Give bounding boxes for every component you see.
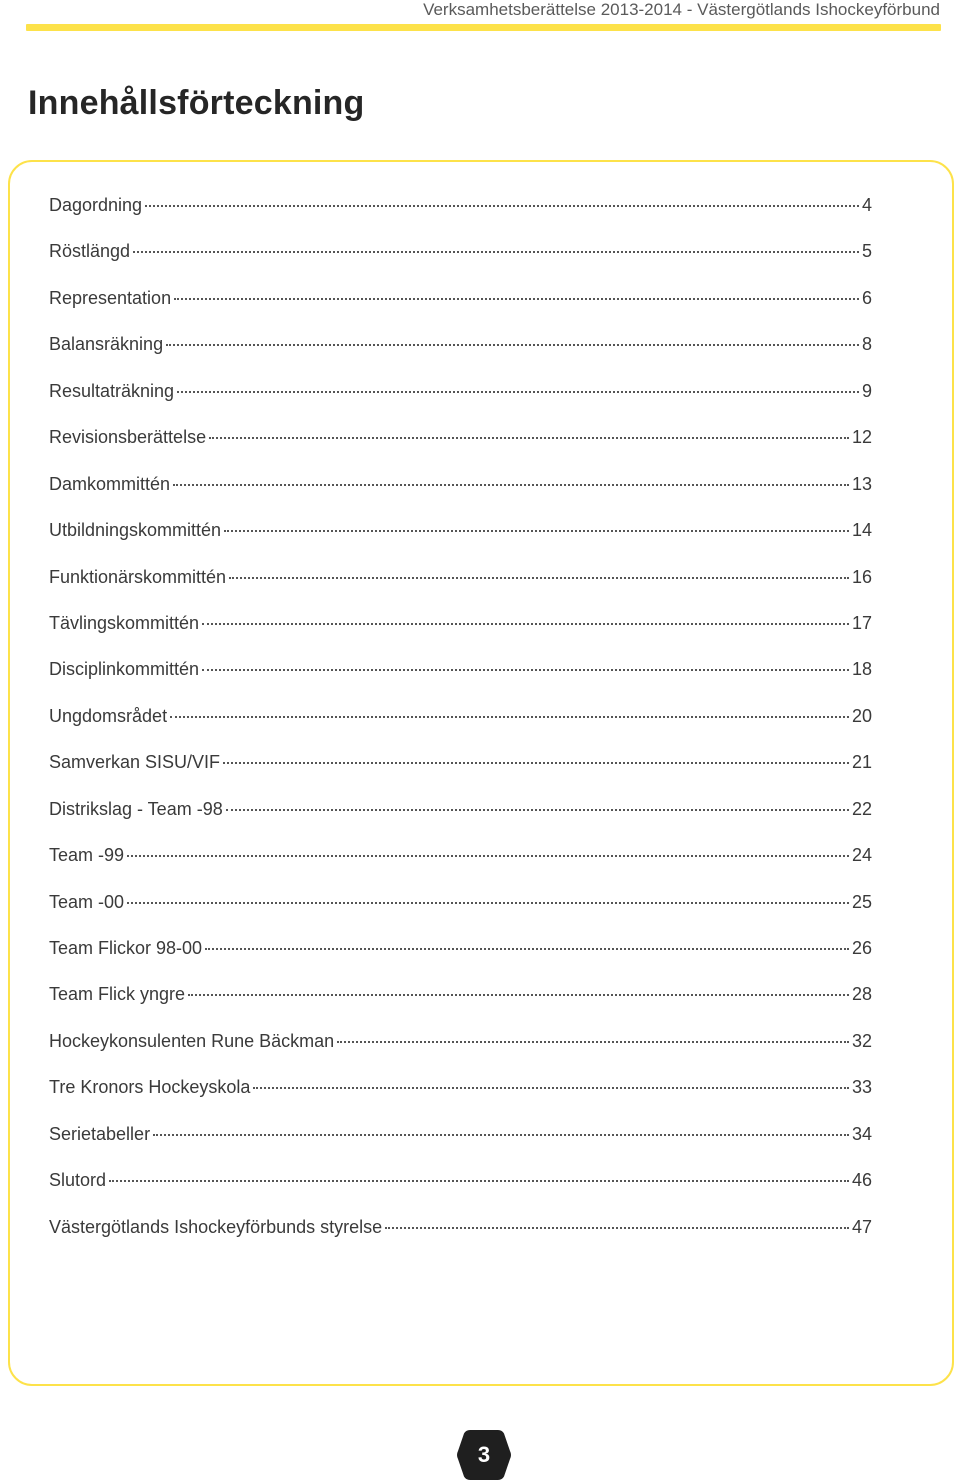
toc-entry-label: Slutord — [49, 1170, 107, 1191]
toc-entry[interactable] — [49, 520, 872, 566]
toc-dot-leader — [170, 716, 849, 718]
header-rule — [26, 24, 941, 31]
toc-entry-page: 47 — [851, 1216, 872, 1237]
toc-entry-page: 25 — [851, 891, 872, 912]
toc-entry-page: 6 — [861, 287, 872, 308]
toc-dot-leader — [127, 855, 849, 857]
toc-entry[interactable] — [49, 1217, 872, 1263]
toc-entry-label: Distrikslag - Team -98 — [49, 798, 223, 819]
toc-entry-label: Team -99 — [49, 845, 125, 866]
toc-entry-label: Hockeykonsulenten Rune Bäckman — [49, 1030, 335, 1051]
toc-entry[interactable] — [49, 659, 872, 705]
toc-entry-label: Tre Kronors Hockeyskola — [49, 1077, 251, 1098]
toc-entry[interactable] — [49, 474, 872, 520]
toc-entry-page: 22 — [851, 798, 872, 819]
toc-box — [8, 160, 954, 1386]
toc-entry[interactable] — [49, 1031, 872, 1077]
toc-dot-leader — [253, 1087, 849, 1089]
toc-entry-page: 5 — [861, 241, 872, 262]
toc-list — [49, 195, 872, 1263]
toc-entry-page: 17 — [851, 612, 872, 633]
toc-entry-label: Damkommittén — [49, 473, 171, 494]
toc-entry-page: 28 — [851, 984, 872, 1005]
toc-entry[interactable] — [49, 195, 872, 241]
toc-dot-leader — [177, 391, 859, 393]
toc-dot-leader — [166, 344, 859, 346]
toc-dot-leader — [153, 1134, 849, 1136]
toc-entry-label: Serietabeller — [49, 1123, 151, 1144]
toc-entry-label: Representation — [49, 287, 172, 308]
toc-dot-leader — [337, 1041, 849, 1043]
running-header: Verksamhetsberättelse 2013-2014 - Västergötlands Ishockeyförbund — [423, 0, 940, 19]
toc-entry[interactable] — [49, 381, 872, 427]
toc-entry-page: 34 — [851, 1123, 872, 1144]
toc-entry[interactable] — [49, 427, 872, 473]
toc-entry-label: Team Flickor 98-00 — [49, 938, 203, 958]
toc-dot-leader — [127, 902, 849, 904]
toc-entry[interactable] — [49, 613, 872, 659]
toc-entry-label: Revisionsberättelse — [49, 427, 207, 448]
toc-dot-leader — [202, 623, 849, 625]
toc-entry-page: 18 — [851, 659, 872, 680]
toc-entry-page: 21 — [851, 752, 872, 773]
toc-entry-page: 46 — [851, 1170, 872, 1191]
toc-entry-page: 4 — [861, 195, 872, 215]
page-number-badge — [456, 1428, 512, 1482]
toc-entry-page: 16 — [851, 566, 872, 587]
toc-entry[interactable] — [49, 938, 872, 984]
toc-entry-page: 20 — [851, 705, 872, 726]
toc-entry[interactable] — [49, 288, 872, 334]
page-number: 3 — [477, 1442, 491, 1467]
toc-dot-leader — [226, 809, 849, 811]
toc-dot-leader — [133, 251, 859, 253]
toc-entry[interactable] — [49, 984, 872, 1030]
toc-entry-label: Disciplinkommittén — [49, 659, 200, 680]
toc-dot-leader — [209, 437, 849, 439]
toc-entry-label: Utbildningskommittén — [49, 520, 222, 541]
toc-dot-leader — [174, 298, 859, 300]
toc-entry-page: 13 — [851, 473, 872, 494]
toc-entry[interactable] — [49, 706, 872, 752]
toc-entry-label: Västergötlands Ishockeyförbunds styrelse — [49, 1216, 383, 1237]
toc-dot-leader — [202, 669, 849, 671]
toc-dot-leader — [205, 948, 849, 950]
toc-entry-label: Dagordning — [49, 195, 143, 215]
toc-dot-leader — [188, 994, 849, 996]
toc-entry-page: 26 — [851, 938, 872, 958]
toc-entry[interactable] — [49, 1170, 872, 1216]
toc-entry[interactable] — [49, 241, 872, 287]
toc-entry-page: 9 — [861, 380, 872, 401]
toc-entry-page: 32 — [851, 1030, 872, 1051]
toc-entry-page: 12 — [851, 427, 872, 448]
toc-entry-label: Tävlingskommittén — [49, 612, 200, 633]
toc-entry-label: Balansräkning — [49, 334, 164, 355]
toc-entry-label: Funktionärskommittén — [49, 566, 227, 587]
toc-entry[interactable] — [49, 1124, 872, 1170]
toc-entry[interactable] — [49, 752, 872, 798]
toc-entry-label: Ungdomsrådet — [49, 705, 168, 726]
toc-dot-leader — [173, 484, 849, 486]
toc-entry-label: Samverkan SISU/VIF — [49, 752, 221, 773]
toc-entry-page: 14 — [851, 520, 872, 541]
toc-entry-page: 33 — [851, 1077, 872, 1098]
toc-entry[interactable] — [49, 567, 872, 613]
toc-dot-leader — [385, 1227, 849, 1229]
toc-dot-leader — [223, 762, 849, 764]
toc-entry[interactable] — [49, 799, 872, 845]
toc-dot-leader — [145, 205, 859, 207]
toc-entry[interactable] — [49, 845, 872, 891]
toc-entry[interactable] — [49, 892, 872, 938]
toc-entry[interactable] — [49, 334, 872, 380]
toc-entry-page: 8 — [861, 334, 872, 355]
toc-dot-leader — [109, 1180, 849, 1182]
toc-entry-label: Resultaträkning — [49, 380, 175, 401]
toc-dot-leader — [229, 577, 849, 579]
toc-entry-label: Team Flick yngre — [49, 984, 186, 1005]
toc-entry-page: 24 — [851, 845, 872, 866]
page-title: Innehållsförteckning — [28, 84, 365, 122]
toc-entry[interactable] — [49, 1077, 872, 1123]
toc-entry-label: Team -00 — [49, 891, 125, 912]
toc-entry-label: Röstlängd — [49, 241, 131, 262]
toc-dot-leader — [224, 530, 849, 532]
